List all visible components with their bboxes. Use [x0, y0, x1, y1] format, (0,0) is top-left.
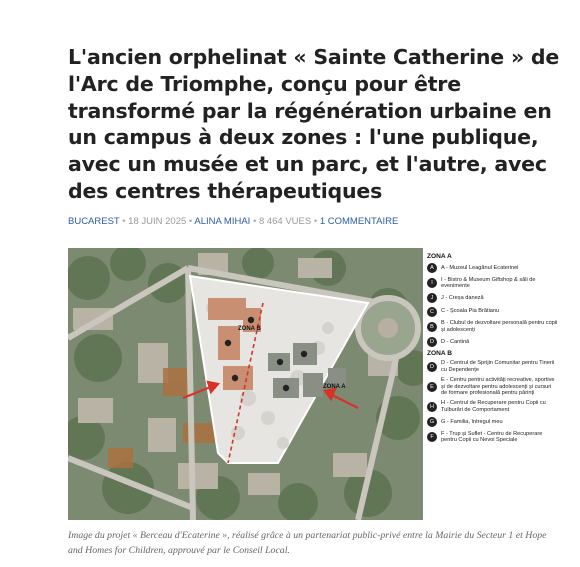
legend-marker-icon: A: [427, 263, 437, 273]
category-link[interactable]: BUCAREST: [68, 216, 120, 227]
view-count: 8 464 VUES: [258, 216, 312, 227]
meta-separator: •: [122, 216, 129, 227]
legend-zone-a-title: ZONA A: [427, 253, 452, 260]
legend-item: [427, 417, 558, 427]
meta-separator: •: [188, 216, 195, 227]
legend-item: [427, 320, 558, 333]
legend-marker-icon: C: [427, 307, 437, 317]
zone-b-label: ZONA B: [238, 326, 261, 332]
legend-marker-icon: F: [427, 432, 437, 442]
project-figure: [68, 248, 558, 520]
legend-item: [427, 307, 558, 317]
legend-marker-icon: I: [427, 278, 437, 288]
figure-caption: Image du projet « Berceau d'Ecaterine », réalisé grâce à un partenariat public-privé entre la Mairie du Secteur 1 et Hope and Homes for Children, approuvé par le Conseil Local.: [68, 530, 547, 556]
legend-item-label: J - Creșa daneză: [441, 294, 484, 301]
map-legend: [423, 248, 558, 520]
legend-item-label: B - Clubul de dezvoltare personală pentru copii și adolescenți: [441, 320, 558, 333]
article-date: 18 JUIN 2025: [128, 216, 187, 227]
legend-item: [427, 377, 558, 397]
article-title: L'ancien orphelinat « Sainte Catherine » de l'Arc de Triomphe, conçu pour être transformé par la régénération urbaine en un campus à deux zones : l'une publique, avec un musée et un parc, et l'autre, avec des centres thérapeutiques: [68, 45, 560, 203]
legend-item: [427, 263, 558, 273]
legend-item: [427, 431, 558, 444]
legend-item-label: E - Centru pentru activități recreative, sportive și de dezvoltare pentru adolescenți și cursuri de formare profesională pentru părinți: [441, 377, 555, 397]
legend-item-label: C - Școala Pia Brătianu: [441, 308, 500, 315]
legend-marker-icon: J: [427, 293, 437, 303]
legend-item-label: I - Bistro & Museum Giftshop & săli de evenimente: [441, 276, 536, 290]
aerial-site-plan: [68, 248, 423, 520]
legend-marker-icon: D: [427, 337, 437, 347]
legend-zone-b-list: [427, 360, 558, 443]
legend-item-label: G - Familia, întregul meu: [441, 418, 503, 425]
zone-a-label: ZONA A: [323, 384, 346, 390]
legend-item: [427, 337, 558, 347]
legend-item: [427, 400, 558, 413]
legend-item-label: A - Muzeul Leagănul Ecaterinei: [441, 264, 519, 271]
author-link[interactable]: ALINA MIHAI: [194, 216, 251, 227]
article-meta: [68, 216, 548, 227]
legend-marker-icon: E: [427, 382, 437, 392]
site-plan-drawing: [68, 248, 423, 520]
legend-item-label: D - Cantină: [441, 338, 470, 345]
legend-marker-icon: B: [427, 322, 437, 332]
legend-item-label: H - Centrul de Recuperare pentru Copii cu Tulburări de Comportament: [441, 400, 546, 413]
legend-zone-a-list: [427, 263, 558, 347]
meta-separator: •: [252, 216, 259, 227]
legend-marker-icon: D: [427, 362, 437, 372]
legend-item: [427, 293, 558, 303]
legend-marker-icon: H: [427, 402, 437, 412]
meta-separator: •: [313, 216, 320, 227]
legend-item-label: F - Trup și Suflet - Centru de Recuperare pentru Copii cu Nevoi Speciale: [441, 430, 543, 444]
legend-marker-icon: G: [427, 417, 437, 427]
legend-item-label: D - Centrul de Sprijin Comunitar pentru Tinerii cu Dependențe: [441, 360, 555, 373]
legend-item: [427, 277, 558, 290]
comments-link[interactable]: 1 COMMENTAIRE: [319, 216, 399, 227]
legend-zone-b-title: ZONA B: [427, 350, 453, 358]
legend-item: [427, 360, 558, 373]
